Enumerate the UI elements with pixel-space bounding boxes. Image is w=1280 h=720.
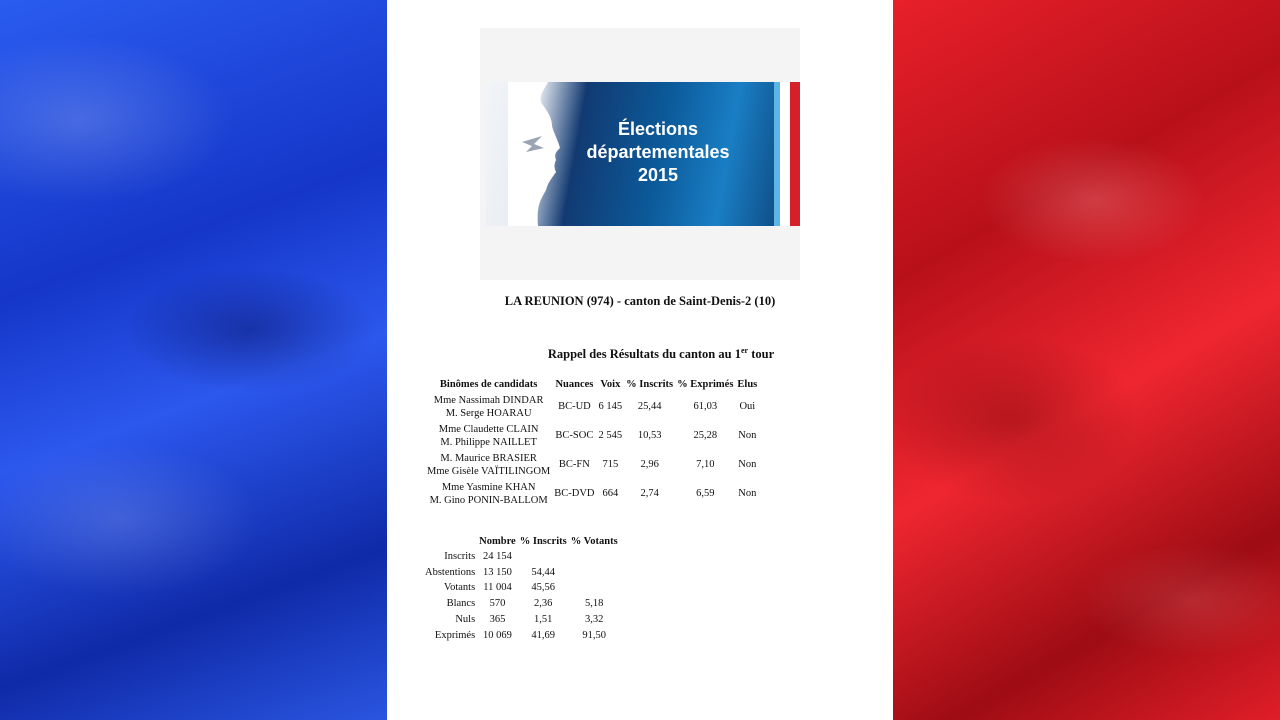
pct-votants-cell [569,565,620,581]
row-label: Abstentions [425,566,476,578]
recall-title [387,346,893,362]
pct-exprimes-cell: 61,03 [693,401,718,412]
canton-title: LA REUNION (974) - canton de Saint-Denis-2 (10) [504,294,776,308]
pct-votants-cell: 3,32 [585,614,604,626]
candidate-name: Mme Gisèle VAÏTILINGOM [427,465,551,477]
candidate-name: M. Serge HOARAU [445,407,532,419]
elu-cell: Non [738,430,757,441]
pct-inscrits-cell: 10,53 [637,430,662,441]
candidate-pair [425,421,552,450]
pct-inscrits-cell: 2,96 [640,459,659,470]
pct-votants-cell: 5,18 [585,598,604,610]
pct-inscrits-cell: 25,44 [637,401,662,412]
row-label: Nuls [455,614,476,626]
header-pct-votants: % Votants [570,536,618,547]
header-pct-exprimes: % Exprimés [677,378,734,390]
banner-frame [480,28,800,280]
voix-cell: 6 145 [598,401,623,412]
table-row [423,581,620,597]
participation-table [423,534,620,644]
header-nuances: Nuances [555,378,594,390]
nuance-cell: BC-SOC [555,430,594,441]
candidate-name: Mme Claudette CLAIN [438,423,539,435]
elu-cell: Oui [739,401,756,412]
elu-cell: Non [738,459,757,470]
header-pct-inscrits: % Inscrits [519,536,567,547]
voix-cell: 2 545 [598,430,623,441]
participation-header-row [423,534,620,549]
recall-title-suffix: tour [748,347,775,362]
header-nombre: Nombre [479,536,516,547]
table-row [425,450,759,479]
banner-stripe-red [790,82,800,226]
candidates-header-row [425,376,759,392]
table-row [423,628,620,644]
elections-banner [486,82,800,226]
candidates-table [425,376,759,508]
pct-exprimes-cell: 25,28 [693,430,718,441]
header-elus: Elus [737,378,758,390]
candidate-name: Mme Yasmine KHAN [441,481,536,493]
table-row [423,565,620,581]
nuance-cell: BC-DVD [554,488,595,499]
pct-inscrits-cell: 41,69 [531,629,556,641]
table-row [425,392,759,421]
banner-title [558,118,758,187]
pct-exprimes-cell: 6,59 [696,488,715,499]
table-row [423,549,620,565]
header-pct-inscrits: % Inscrits [626,378,674,390]
nombre-cell: 11 004 [483,582,512,594]
candidate-pair [425,479,552,508]
table-row [425,479,759,508]
nuance-cell: BC-FN [558,459,590,470]
nombre-cell: 24 154 [483,550,512,562]
pct-votants-cell [569,549,620,565]
elu-cell: Non [738,488,757,499]
row-label: Inscrits [444,550,476,562]
voix-cell: 715 [602,459,619,470]
table-row [425,421,759,450]
recall-title-text: Rappel des Résultats du canton au 1 [547,347,741,362]
candidate-name: M. Gino PONIN-BALLOM [429,494,548,506]
voix-cell: 664 [602,488,619,499]
pct-inscrits-cell: 45,56 [531,582,556,594]
flag-red-panel [893,0,1280,720]
candidate-pair [425,450,552,479]
table-row [423,612,620,628]
banner-line-1: Élections [617,119,699,139]
candidate-pair [425,392,552,421]
banner-line-2: départementales [586,142,730,162]
nombre-cell: 365 [489,614,506,626]
pct-inscrits-cell: 2,74 [640,488,659,499]
pct-exprimes-cell: 7,10 [696,459,715,470]
nuance-cell: BC-UD [558,401,591,412]
banner-line-3: 2015 [637,165,679,185]
pct-votants-cell [569,581,620,597]
pct-inscrits-cell: 1,51 [534,614,553,626]
banner-stripe-white [780,82,790,226]
nombre-cell: 570 [489,598,506,610]
candidate-name: M. Philippe NAILLET [440,436,537,448]
pct-inscrits-cell: 54,44 [531,566,556,578]
pct-votants-cell: 91,50 [582,629,606,641]
header-blank [423,534,477,549]
header-binomes: Binômes de candidats [439,378,538,390]
recall-title-sup: er [740,346,749,355]
nombre-cell: 10 069 [483,629,512,641]
candidate-name: Mme Nassimah DINDAR [433,394,544,406]
row-label: Exprimés [434,629,476,641]
pct-inscrits-cell: 2,36 [534,598,553,610]
document-page [387,0,893,720]
row-label: Blancs [446,598,476,610]
flag-blue-panel [0,0,387,720]
table-row [423,596,620,612]
row-label: Votants [443,582,476,594]
pct-inscrits-cell [518,549,569,565]
header-voix: Voix [600,378,621,390]
nombre-cell: 13 150 [483,566,512,578]
candidate-name: M. Maurice BRASIER [440,452,537,464]
